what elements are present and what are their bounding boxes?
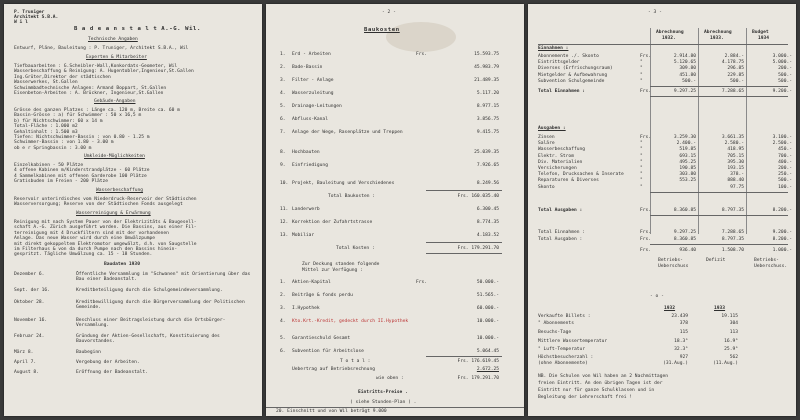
expense-value: 888.40: [727, 178, 744, 184]
expense-label: Saläre: [538, 141, 555, 147]
expert-line: Eisenbeton-Arbeiten : A. Brückner, Ingenieur,St.Gallen: [14, 91, 164, 96]
expense-value: 378.-: [730, 172, 744, 178]
intro-line: Mittel zur Verfügung :: [302, 267, 363, 273]
cost-amount: 6.300.45: [476, 207, 499, 212]
total-label: Total Kosten :: [336, 246, 375, 251]
currency: Frs.: [640, 230, 652, 235]
expense-value: 2.580.-: [724, 141, 744, 147]
item-number: 3.: [280, 306, 286, 311]
milestone-text: Beschluss einer Beitragsleistung durch die Ortsbürger-Versammlung.: [76, 318, 226, 328]
cost-label: Korrektion der Zufahrtstrasse: [292, 220, 373, 225]
rule-line: [426, 253, 502, 254]
funding-label: I.Hypothek: [292, 306, 320, 311]
cost-amount: 8.977.15: [476, 104, 499, 109]
income-total-value: 7.288.65: [721, 89, 744, 94]
currency: Frs.: [640, 208, 652, 213]
cleaning-line: im Filterhaus & von da durch Pumpe nach den Bassins hinein-: [14, 247, 178, 252]
expense-value: 700.-: [778, 153, 792, 159]
funding-amount: 10.000.-: [476, 336, 499, 341]
cleaning-line: Anlage. Das neue Wasser wird durch eine Umwälzpumpe: [14, 236, 156, 242]
header-line: W i l: [14, 20, 28, 25]
currency: Frs.: [416, 52, 428, 57]
note-line: freien Eintritt. An den übrigen Tagen ist der: [538, 381, 663, 386]
cost-label: Projekt, Bauleitung und Verschiedenes: [292, 181, 395, 186]
expense-value: 553.25: [679, 178, 696, 184]
currency: ": [640, 60, 643, 66]
cost-label: Drainage-Leitungen: [292, 104, 342, 109]
funding-amount: 51.565.-: [476, 293, 499, 298]
expense-value: 705.15: [727, 153, 744, 159]
expense-total-value: 8.200.-: [772, 208, 792, 213]
result-label: Ueberschuss: [658, 264, 689, 269]
item-number: 12.: [280, 220, 289, 225]
total-amount: Frs. 176.619.45: [457, 359, 499, 364]
expert-line: Wasserbeschaffung & Reinigung: A. Hugentobler,Ingenieur,St.Gallen: [14, 69, 194, 75]
income-total-value: 9.297.25: [673, 89, 696, 94]
expert-line: Ing.Grüter,Direktor der städtischen: [14, 74, 111, 80]
building-line: Bassin-Grösse : a) für Schwimmer : 50 x 16,5 m: [14, 113, 142, 119]
stat-label: Mittlere Wassertemperatur: [538, 339, 608, 344]
expense-label: Elektr. Strom: [538, 153, 574, 159]
building-line: Schwimmer-Bassin : von 1.80 - 3.00 m: [14, 140, 114, 146]
funding-amount: 60.000.-: [476, 306, 499, 311]
cost-label: Landerwerb: [292, 207, 320, 212]
cleaning-line: terreinigung mit 4 Druckfiltern sind mit der vorhandenen: [14, 230, 169, 236]
expense-value: 400.-: [778, 159, 792, 165]
expense-value: 500.-: [778, 178, 792, 184]
expense-value: 200.-: [778, 166, 792, 171]
expense-value: 303.80: [679, 172, 696, 178]
result-label: Betriebs-: [754, 258, 779, 263]
income-label: Abonnemente ./. Skonto: [538, 54, 599, 59]
result-value: 1.508.70: [721, 248, 744, 253]
stat-value: (31.Aug.): [663, 361, 688, 366]
milestone-date: Dezember 6.: [14, 272, 45, 277]
total-label: wie oben :: [376, 376, 404, 381]
cost-label: Einfriedigung: [292, 163, 328, 168]
cleaning-line: schaft A.-G. Zürich ausgeführt worden. Die Bassins, aus einer Fil-: [14, 225, 197, 231]
changing-line: Gratisbuden im Freien - 200 Plätze: [14, 179, 109, 185]
section-heading: Experten & Mitarbeiter: [86, 55, 147, 60]
income-value: 451.80: [679, 72, 696, 78]
cost-label: Hochbauten: [292, 150, 320, 155]
transfer-label: Uebertrag auf Betriebsrechnung: [292, 367, 375, 372]
stat-label: " Luft-Temperatur: [538, 347, 586, 352]
expense-label: Versicherungen: [538, 166, 577, 171]
result-label: Defizit: [706, 258, 726, 263]
total-label: Total Ausgaben :: [538, 208, 583, 213]
item-number: 5.: [280, 104, 286, 109]
changing-line: 4 offene Kabinen m/Kinderstrandplätze - 60 Plätze: [14, 168, 150, 174]
cost-amount: 7.926.65: [476, 163, 499, 168]
total-amount: Frs. 179.291.70: [457, 376, 499, 381]
section-heading: Eintritts-Preise .: [358, 390, 408, 395]
result-label: Betriebs-: [658, 258, 683, 263]
document-page-3: [528, 4, 796, 416]
stat-value: 16.9°: [724, 339, 738, 344]
milestone-date: Oktober 28.: [14, 300, 45, 305]
funding-label: Garantieschuld Gesamt: [292, 336, 351, 341]
funding-amount: 10.000.-: [476, 319, 499, 324]
item-number: 8.: [280, 150, 286, 155]
summary-value: 8.200.-: [772, 236, 792, 242]
section-heading: Wasserbeschaffung: [96, 188, 144, 193]
changing-line: Einzelkabinen - 50 Plätze: [14, 163, 84, 168]
income-value: 296.85: [727, 66, 744, 72]
rule-line: [538, 44, 788, 45]
milestone-date: November 16.: [14, 318, 48, 323]
item-number: 6.: [280, 349, 286, 354]
milestone-text: Kreditbeteiligung durch die Schulgemeindeversammlung.: [76, 288, 223, 293]
stat-label: Besuchs-Tage: [538, 330, 572, 335]
milestone-date: Februar 24.: [14, 334, 45, 339]
currency: ": [640, 66, 643, 72]
footer-line: 20. Einschnitt und von Wil beträgt 9.000: [276, 409, 387, 414]
total-label: Total Baukosten :: [328, 194, 376, 199]
summary-value: 8.360.85: [673, 236, 696, 242]
document-title: B a d e a n s t a l t A.-G. Wil.: [74, 26, 201, 32]
currency: ": [640, 166, 643, 171]
stat-value: (11.Aug.): [713, 361, 738, 366]
item-number: 1.: [280, 52, 286, 57]
expense-label: Wasserbeschaffung: [538, 147, 586, 153]
currency: ": [640, 147, 643, 153]
income-value: 500.-: [682, 78, 696, 84]
section-heading: Wasserreinigung & Erwärmung: [76, 211, 151, 216]
expense-value: 450.-: [778, 147, 792, 153]
stat-value: 19.115: [721, 314, 738, 319]
milestone-date: Sept. der 16.: [14, 288, 50, 293]
document-page-1: [4, 4, 262, 416]
expense-value: 693.15: [679, 153, 696, 159]
rule-line: [650, 96, 788, 97]
result-value: 1.000.-: [772, 248, 792, 253]
income-value: 3.000.-: [772, 54, 792, 59]
cost-label: Bade-Bassin: [292, 65, 323, 70]
currency: ": [640, 153, 643, 159]
item-number: 10.: [280, 181, 289, 186]
item-number: 5.: [280, 336, 286, 341]
cost-amount: 9.415.75: [476, 130, 499, 135]
income-value: 500.-: [778, 72, 792, 78]
rule-line: [426, 356, 502, 357]
income-total-value: 9.200.-: [772, 89, 792, 94]
currency: Frs.: [640, 236, 652, 242]
milestone-text: Kreditbewilligung durch die Bürgerversammlung der Politischen Gemeinde.: [76, 300, 245, 310]
expense-value: 190.85: [679, 166, 696, 171]
section-heading: Technische Angaben: [88, 37, 138, 42]
cost-amount: 8.774.35: [476, 220, 499, 225]
milestone-text: Vergebung der Arbeiten.: [76, 360, 140, 365]
stat-label: Verkaufte Billets :: [538, 314, 591, 319]
cost-amount: 21.489.35: [474, 78, 499, 83]
item-number: 2.: [280, 65, 286, 70]
expense-value: 519.85: [679, 147, 696, 153]
changing-line: 4 Sammelkabinen mit offenen Garderobe 100 Plätze: [14, 173, 147, 179]
milestone-date: März 8.: [14, 350, 34, 355]
total-amount: Frs. 179.291.70: [457, 246, 499, 251]
page-number: - 2 -: [382, 10, 396, 15]
summary-value: 9.297.25: [673, 230, 696, 235]
currency: ": [640, 159, 643, 165]
stat-value: 927: [679, 355, 688, 360]
building-line: Tiefen: Nichtschwimmer-Bassin : von 0.80 - 1.25 m: [14, 135, 150, 140]
building-line: b) für Nichtschwimmer: 60 x 14 m: [14, 118, 103, 124]
currency: ": [640, 184, 643, 190]
column-year: 1934: [758, 36, 770, 41]
total-label: T o t a l :: [340, 359, 371, 364]
currency: Frs.: [640, 248, 652, 253]
expense-value: 418.95: [727, 147, 744, 153]
note-line: Begleitung der Lehrerschaft frei !: [538, 395, 633, 400]
building-line: ob e r Springbassin : 3.00 m: [14, 145, 92, 151]
summary-label: Total Ausgaben :: [538, 236, 583, 242]
expert-line: Schwimmbadtechnische Anlagen: Armand Boppart, St.Gallen: [14, 85, 167, 91]
stat-value: 25.9°: [724, 347, 738, 352]
income-value: 2.884.-: [724, 54, 744, 59]
expense-label: Div. Materialien: [538, 159, 583, 165]
stat-year: 1933: [714, 306, 726, 311]
expense-label: Telefon, Drucksachen & Inserate: [538, 172, 624, 178]
rule-line: [650, 86, 788, 87]
stat-value: 378: [679, 321, 688, 326]
item-number: 2.: [280, 293, 286, 298]
funding-label: Kto.Krt.-Kredit, gedeckt durch II.Hypothek: [292, 319, 409, 324]
expense-value: 3.661.35: [721, 135, 744, 140]
section-heading: Baudaten 1930: [104, 262, 140, 267]
income-value: 5.120.65: [673, 60, 696, 66]
expense-value: 2.400.-: [676, 141, 696, 147]
stat-value: 32.3°: [674, 347, 688, 352]
milestone-text: Baubeginn: [76, 350, 101, 355]
cost-label: Mobiliar: [292, 233, 315, 238]
expense-label: Reparaturen & Diverses: [538, 178, 599, 184]
expense-total-value: 8.797.35: [721, 208, 744, 213]
building-line: Gehaltinhalt : 1.500 m3: [14, 129, 78, 135]
currency: Frs.: [640, 54, 652, 59]
building-line: Grösse des ganzen Platzes : Länge ca. 120 m, Breite ca. 60 m: [14, 108, 180, 113]
stat-label: Höchstbesucherzahl :: [538, 355, 594, 360]
rule-line: [650, 192, 788, 193]
table-divider: [698, 28, 699, 234]
item-number: 11.: [280, 207, 289, 212]
funding-amount: 5.064.45: [476, 349, 499, 354]
item-number: 7.: [280, 130, 286, 135]
rule-line: [650, 244, 788, 245]
stat-label: " Abonnements: [538, 321, 574, 326]
note-line: NB. Die Schulen von Wil haben an 2 Nachmittagen: [538, 374, 668, 379]
item-number: 6.: [280, 117, 286, 122]
divider-mark: - o -: [650, 294, 664, 299]
expert-line: Tiefbauarbeiten : G.Scheibler-Wall,Konkordats-Geometer, Wil: [14, 64, 178, 69]
funding-label: Subvention für Arbeitslose: [292, 349, 364, 354]
item-number: 4.: [280, 319, 286, 324]
header-line: P. Truniger: [14, 10, 45, 15]
cleaning-line: gespritzt. Tägliche Umwälzung ca. 15 - 18 Stunden.: [14, 252, 153, 258]
summary-value: 8.797.35: [721, 236, 744, 242]
cleaning-line: mit direkt gekoppeltem Elektromotor umgewälzt, d.h. von Saugstelle: [14, 241, 197, 247]
income-label: Diverses (Erfrischungsraum): [538, 66, 613, 72]
cost-label: Wasserzuleitung: [292, 91, 334, 96]
cost-label: Abfluss-Kanal: [292, 117, 328, 122]
column-heading: Budget: [752, 30, 769, 35]
income-value: 5.000.-: [772, 60, 792, 66]
expense-value: 250.-: [778, 172, 792, 178]
expense-value: 3.259.30: [673, 135, 696, 140]
milestone-date: August 8.: [14, 370, 39, 375]
summary-label: Total Einnahmen :: [538, 230, 586, 235]
currency: Frs.: [416, 280, 428, 285]
stat-value: 18.3°: [674, 339, 688, 344]
milestone-text: Öffentliche Versammlung im "Schwanen" mit Orientierung über das Bau einer Badeanstalt.: [76, 272, 251, 282]
total-amount: Frs. 160.035.40: [457, 194, 499, 199]
building-line: Total-Fläche : 1.000 m2: [14, 124, 78, 130]
total-label: Total Einnahmen :: [538, 89, 586, 94]
funding-label: Beiträge & fonds perdu: [292, 293, 353, 298]
cost-amount: 8.249.56: [476, 181, 499, 186]
expense-label: Zinsen: [538, 135, 555, 140]
summary-value: 9.200.-: [772, 230, 792, 235]
currency: ": [640, 72, 643, 78]
stat-value: 23.439: [671, 314, 688, 319]
rule-line: [426, 242, 502, 243]
income-value: 200.-: [778, 66, 792, 72]
cost-amount: 25.039.35: [474, 150, 499, 155]
column-year: 1932.: [662, 36, 676, 41]
section-heading: Umkleide-Möglichkeiten: [84, 154, 145, 159]
stat-value: 562: [729, 355, 738, 360]
table-divider: [746, 28, 747, 234]
funding-amount: 50.000.-: [476, 280, 499, 285]
income-value: 2.914.80: [673, 54, 696, 59]
cost-label: Erd - Arbeiten: [292, 52, 331, 57]
milestone-date: April 7.: [14, 360, 37, 365]
item-number: 9.: [280, 163, 286, 168]
result-value: 936.40: [679, 248, 696, 253]
income-value: 229.85: [727, 72, 744, 78]
stat-value: 113: [729, 330, 738, 335]
expense-label: Skonto: [538, 184, 555, 190]
expense-value: 495.25: [679, 159, 696, 165]
cost-label: Filter - Anlage: [292, 78, 334, 83]
currency: ": [640, 141, 643, 147]
document-page-2: [266, 4, 524, 416]
stat-label: (ohne Abonnemente): [538, 361, 588, 366]
income-value: 500.-: [730, 78, 744, 84]
column-heading: Abrechnung: [656, 30, 684, 35]
funding-label: Aktien-Kapital: [292, 280, 331, 285]
currency: Frs.: [640, 89, 652, 94]
stat-year: 1932: [664, 306, 676, 311]
cost-amount: 15.593.75: [474, 52, 499, 57]
income-label: Subvention Schulgemeinde: [538, 78, 605, 84]
income-value: 309.80: [679, 66, 696, 72]
income-value: 500.-: [778, 78, 792, 84]
item-number: 1.: [280, 280, 286, 285]
expense-total-value: 8.360.85: [673, 208, 696, 213]
expense-value: 395.30: [727, 159, 744, 165]
section-heading: Baukosten: [364, 27, 400, 33]
cost-amount: 4.183.52: [476, 233, 499, 238]
item-number: 4.: [280, 91, 286, 96]
rule-line: [266, 407, 524, 408]
income-label: Mietgelder & Aufbewahrung: [538, 72, 608, 78]
milestone-text: Gründung der Aktien-Gesellschaft, Konstituierung des Bauvorstandes.: [76, 334, 220, 344]
water-line: Wasserversorgung; Reserve von der Städtischen Fonds ausgelegt: [14, 202, 183, 208]
section-heading: Ausgaben :: [538, 126, 566, 131]
section-heading: Gebäude-Angaben: [94, 99, 136, 104]
header-line: Architekt S.B.A.: [14, 15, 59, 20]
currency: ": [640, 172, 643, 178]
paragraph-line: Entwurf, Pläne, Bauleitung : P. Truniger, Architekt S.B.A., Wil: [14, 46, 189, 51]
cost-amount: 45.983.79: [474, 65, 499, 70]
section-heading: Einnahmen :: [538, 46, 569, 51]
expense-value: 97.75: [730, 184, 744, 190]
item-number: 13.: [280, 233, 289, 238]
column-year: 1933.: [710, 36, 724, 41]
column-heading: Abrechnung: [704, 30, 732, 35]
expense-value: 100.-: [778, 184, 792, 190]
expense-value: 193.15: [727, 166, 744, 171]
rule-line: [650, 215, 788, 216]
cost-amount: 5.117.20: [476, 91, 499, 96]
expert-line: Wasserwerkes, St.Gallen: [14, 80, 78, 86]
currency: ": [640, 78, 643, 84]
cost-amount: 3.856.75: [476, 117, 499, 122]
income-value: 4.178.75: [721, 60, 744, 66]
note-line: ( siehe Stunden-Plan ) .: [350, 400, 417, 405]
currency: Frs.: [640, 135, 652, 140]
currency: ": [640, 178, 643, 184]
rule-line: [426, 190, 502, 191]
expense-value: 3.100.-: [772, 135, 792, 140]
expense-value: 2.500.-: [772, 141, 792, 147]
item-number: 3.: [280, 78, 286, 83]
result-label: Ueberschuss.: [754, 264, 788, 269]
intro-line: Zur Deckung standen folgende: [302, 262, 380, 267]
cost-label: Anlage der Wege, Rasenplätze und Treppen: [292, 130, 403, 135]
water-line: Reservoir unterirdisches vom Niederdruck-Reservoir der Städtischen: [14, 197, 197, 202]
transfer-amount: 2.672.25: [476, 367, 499, 372]
note-line: Eintritt nur für ganze Schulklassen und in: [538, 388, 655, 393]
page-number: - 3 -: [648, 10, 662, 15]
milestone-text: Eröffnung der Badeanstalt.: [76, 370, 148, 375]
cleaning-line: Reinigung mit nach System Pauer von der Elektrizitäts & Baugesell-: [14, 220, 197, 225]
income-label: Eintrittsgelder: [538, 60, 580, 66]
summary-value: 7.288.65: [721, 230, 744, 235]
stat-value: 115: [679, 330, 688, 335]
stat-value: 304: [729, 321, 738, 326]
